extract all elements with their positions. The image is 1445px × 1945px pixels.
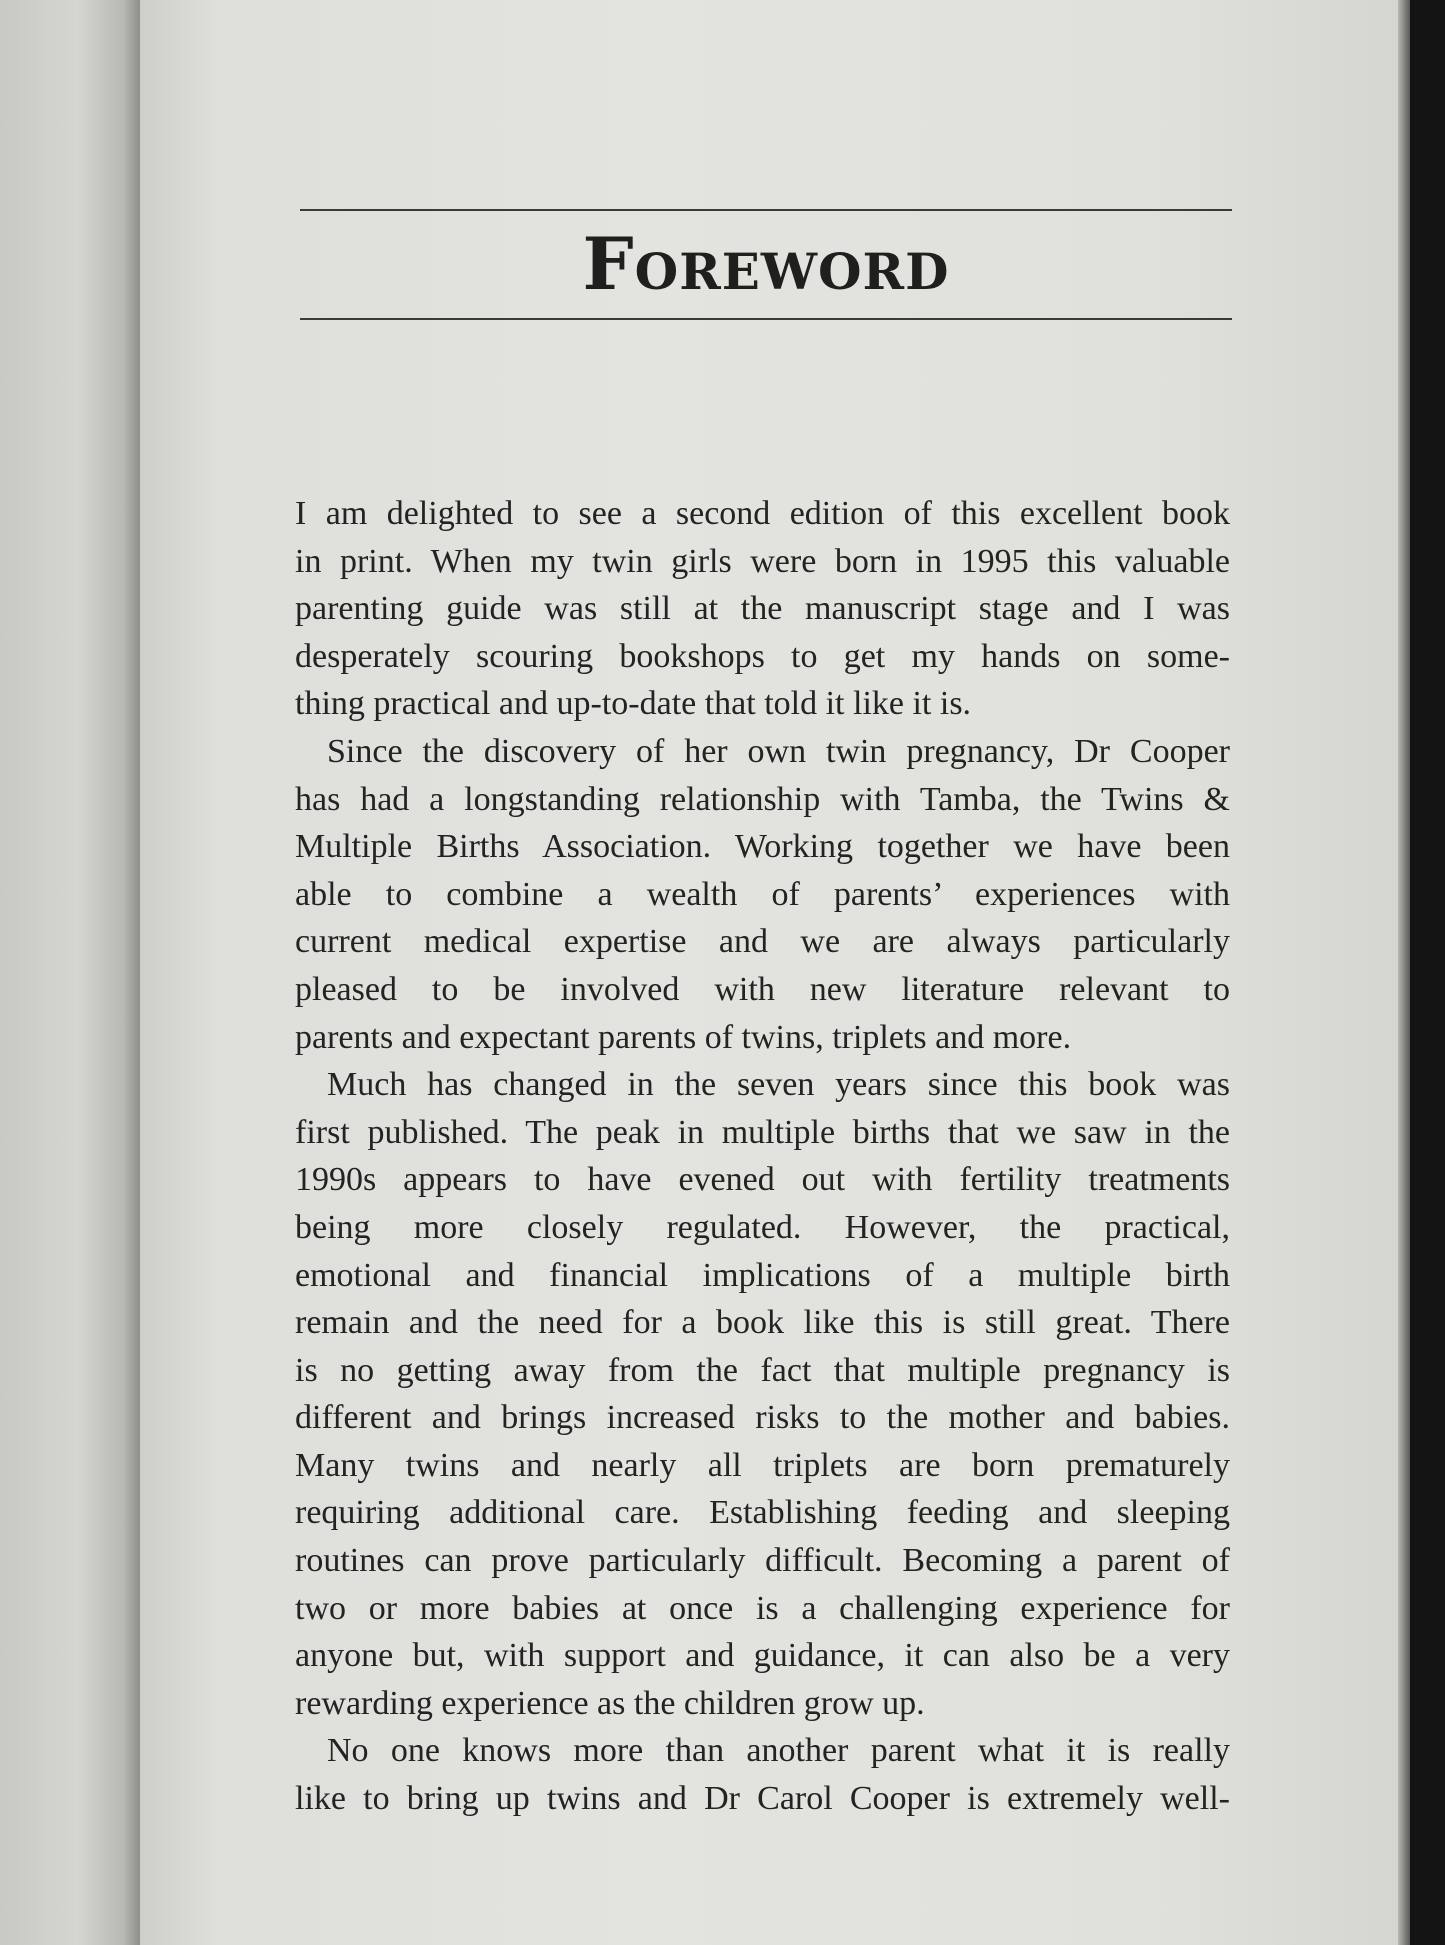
text-line: No one knows more than another parent what it is really xyxy=(327,1732,1230,1770)
text-line: rewarding experience as the children grow up. xyxy=(295,1684,925,1722)
text-line: is no getting away from the fact that multiple pregnancy is xyxy=(295,1351,1230,1389)
text-line: parents and expectant parents of twins, triplets and more. xyxy=(295,1018,1072,1056)
text-line: has had a longstanding relationship with Tamba, the Twins & xyxy=(295,780,1230,818)
text-line: able to combine a wealth of parents’ experiences with xyxy=(295,875,1230,913)
text-line: different and brings increased risks to the mother and babies. xyxy=(295,1399,1230,1437)
text-line: 1990s appears to have evened out with fertility treatments xyxy=(295,1161,1230,1199)
text-line: Multiple Births Association. Working together we have been xyxy=(295,828,1230,866)
text-line: emotional and financial implications of a multiple birth xyxy=(295,1256,1230,1294)
page-heading: Foreword xyxy=(582,221,950,306)
heading-rule-bottom xyxy=(300,318,1232,320)
text-line: parenting guide was still at the manuscript stage and I was xyxy=(295,590,1230,628)
paragraph xyxy=(295,728,1230,1061)
text-line: thing practical and up-to-date that told it like it is. xyxy=(295,685,972,723)
text-line: current medical expertise and we are always particularly xyxy=(295,923,1230,961)
text-line: Much has changed in the seven years since this book was xyxy=(327,1066,1230,1104)
page-shadow-edge xyxy=(1398,0,1410,1945)
text-line: two or more babies at once is a challenging experience for xyxy=(295,1589,1230,1627)
text-line: like to bring up twins and Dr Carol Cooper is extremely well- xyxy=(295,1780,1230,1818)
text-line: in print. When my twin girls were born in 1995 this valuable xyxy=(295,542,1230,580)
paragraph xyxy=(295,1061,1230,1727)
text-line: I am delighted to see a second edition of this excellent book xyxy=(295,495,1230,532)
text-line: remain and the need for a book like this is still great. There xyxy=(295,1304,1230,1342)
text-line: routines can prove particularly difficult. Becoming a parent of xyxy=(295,1542,1230,1580)
text-line: Since the discovery of her own twin pregnancy, Dr Cooper xyxy=(327,732,1230,770)
text-line: pleased to be involved with new literature relevant to xyxy=(295,970,1230,1008)
text-line: Many twins and nearly all triplets are born prematurely xyxy=(295,1446,1230,1484)
text-line: requiring additional care. Establishing feeding and sleeping xyxy=(295,1494,1230,1532)
text-line: first published. The peak in multiple births that we saw in the xyxy=(295,1113,1230,1151)
text-line: desperately scouring bookshops to get my hands on some- xyxy=(295,637,1230,675)
facing-page-edge xyxy=(0,0,140,1945)
text-line: anyone but, with support and guidance, it can also be a very xyxy=(295,1637,1230,1675)
paragraph xyxy=(295,490,1230,728)
text-line: being more closely regulated. However, the practical, xyxy=(295,1208,1230,1246)
foreword-body xyxy=(295,490,1230,1823)
heading-rule-top xyxy=(300,209,1232,211)
paragraph xyxy=(295,1727,1230,1822)
